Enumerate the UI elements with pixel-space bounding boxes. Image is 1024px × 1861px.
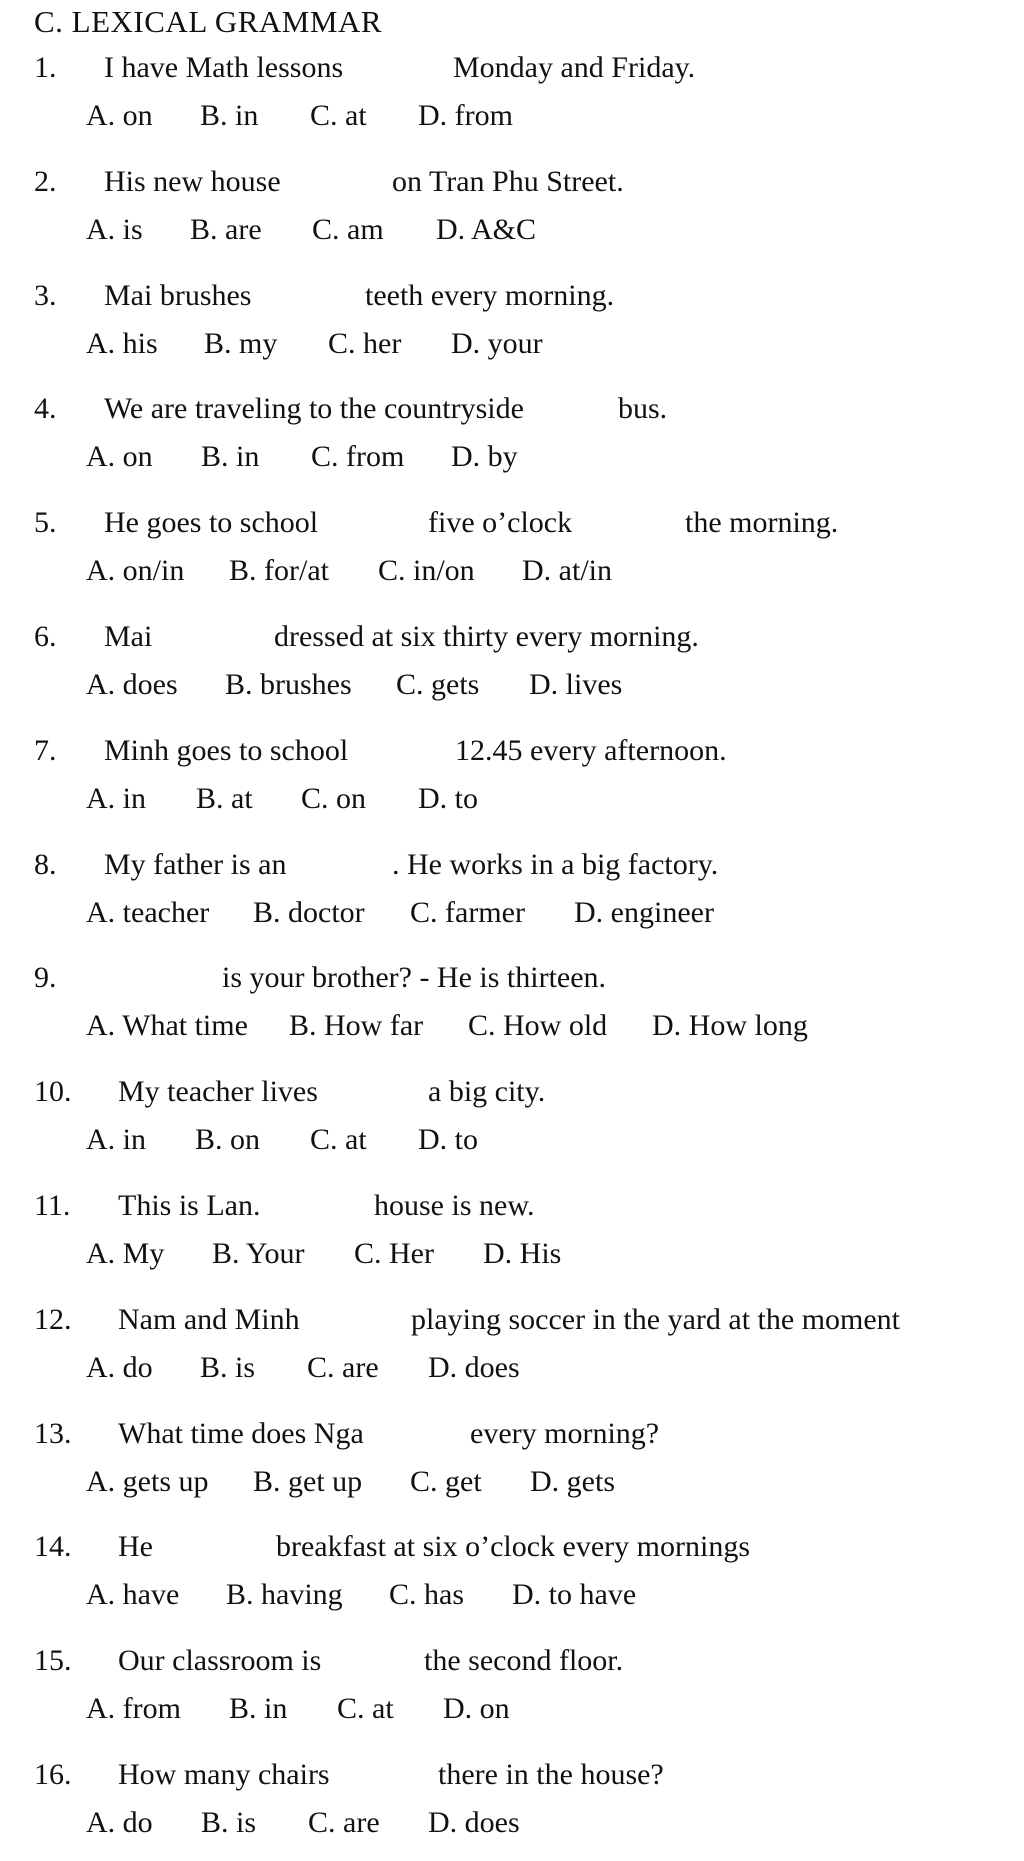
question-text-segment: How many chairs — [118, 1758, 330, 1791]
answer-option[interactable]: C. at — [310, 99, 367, 132]
answer-option[interactable]: D. gets — [530, 1465, 615, 1498]
question-text-segment: five o’clock — [428, 506, 573, 539]
answer-option[interactable]: A. his — [86, 327, 158, 360]
question-text-segment: His new house — [104, 165, 281, 198]
answer-option[interactable]: C. are — [307, 1351, 379, 1384]
answer-option[interactable]: B. my — [204, 327, 278, 360]
question-text-segment: Monday and Friday. — [453, 51, 696, 84]
answer-option[interactable]: D. lives — [529, 668, 623, 701]
question-text-segment: . He works in a big factory. — [392, 848, 719, 881]
question-number: 7. — [34, 734, 57, 767]
question-text-segment: We are traveling to the countryside — [104, 392, 524, 425]
answer-option[interactable]: C. on — [301, 782, 367, 815]
question-number: 14. — [34, 1530, 72, 1563]
question-text-segment: breakfast at six o’clock every mornings — [276, 1530, 751, 1563]
answer-option[interactable]: D. to have — [512, 1578, 637, 1611]
answer-option[interactable]: A. on — [86, 440, 153, 473]
answer-option[interactable]: B. in — [200, 99, 259, 132]
answer-option[interactable]: B. Your — [212, 1237, 305, 1270]
question-number: 2. — [34, 165, 57, 198]
answer-option[interactable]: D. at/in — [522, 554, 612, 587]
answer-option[interactable]: B. at — [196, 782, 253, 815]
question-number: 6. — [34, 620, 57, 653]
question-text-segment: bus. — [618, 392, 668, 425]
question-number: 16. — [34, 1758, 72, 1791]
question-text-segment: every morning? — [470, 1417, 660, 1450]
question-text-segment: This is Lan. — [118, 1189, 261, 1222]
answer-option[interactable]: A. gets up — [86, 1465, 209, 1498]
question-text-segment: I have Math lessons — [104, 51, 344, 84]
answer-option[interactable]: C. gets — [396, 668, 480, 701]
question-text-segment: there in the house? — [438, 1758, 664, 1791]
answer-option[interactable]: D. His — [483, 1237, 562, 1270]
answer-option[interactable]: C. from — [311, 440, 405, 473]
question-number: 8. — [34, 848, 57, 881]
question-text-segment: Nam and Minh — [118, 1303, 300, 1336]
answer-option[interactable]: B. is — [201, 1806, 257, 1839]
answer-option[interactable]: B. doctor — [253, 896, 365, 929]
question-number: 1. — [34, 51, 57, 84]
answer-option[interactable]: C. at — [310, 1123, 367, 1156]
answer-option[interactable]: D. A&C — [436, 213, 537, 246]
answer-option[interactable]: A. What time — [86, 1009, 248, 1042]
question-text-segment: What time does Nga — [118, 1417, 364, 1450]
question-number: 11. — [34, 1189, 71, 1222]
answer-option[interactable]: B. get up — [253, 1465, 363, 1498]
question-text-segment: My father is an — [104, 848, 287, 881]
question-number: 12. — [34, 1303, 72, 1336]
answer-option[interactable]: B. are — [190, 213, 262, 246]
answer-option[interactable]: A. do — [86, 1351, 153, 1384]
answer-option[interactable]: A. My — [86, 1237, 165, 1270]
question-text-segment: He goes to school — [104, 506, 319, 539]
answer-option[interactable]: B. having — [226, 1578, 343, 1611]
question-text-segment: Our classroom is — [118, 1644, 322, 1677]
question-number: 10. — [34, 1075, 72, 1108]
answer-option[interactable]: A. have — [86, 1578, 180, 1611]
question-text-segment: dressed at six thirty every morning. — [274, 620, 699, 653]
answer-option[interactable]: A. teacher — [86, 896, 210, 929]
question-text-segment: teeth every morning. — [365, 279, 615, 312]
question-text-segment: a big city. — [428, 1075, 546, 1108]
question-text-segment: on Tran Phu Street. — [392, 165, 624, 198]
question-text-segment: 12.45 every afternoon. — [455, 734, 727, 767]
answer-option[interactable]: B. on — [195, 1123, 261, 1156]
question-text-segment: He — [118, 1530, 153, 1563]
answer-option[interactable]: C. get — [410, 1465, 482, 1498]
answer-option[interactable]: A. from — [86, 1692, 181, 1725]
question-text-segment: is your brother? - He is thirteen. — [222, 961, 607, 994]
answer-option[interactable]: C. at — [337, 1692, 394, 1725]
question-text-segment: My teacher lives — [118, 1075, 318, 1108]
question-number: 3. — [34, 279, 57, 312]
answer-option[interactable]: C. in/on — [378, 554, 475, 587]
answer-option[interactable]: B. How far — [289, 1009, 424, 1042]
answer-option[interactable]: A. on/in — [86, 554, 185, 587]
answer-option[interactable]: A. in — [86, 1123, 146, 1156]
answer-option[interactable]: C. How old — [468, 1009, 608, 1042]
answer-option[interactable]: D. on — [443, 1692, 510, 1725]
question-number: 5. — [34, 506, 57, 539]
question-text-segment: Mai — [104, 620, 153, 653]
answer-option[interactable]: B. for/at — [229, 554, 329, 587]
answer-option[interactable]: C. are — [308, 1806, 380, 1839]
answer-option[interactable]: C. am — [312, 213, 384, 246]
answer-option[interactable]: C. has — [389, 1578, 464, 1611]
answer-option[interactable]: D. to — [418, 782, 478, 815]
answer-option[interactable]: D. your — [451, 327, 543, 360]
answer-option[interactable]: D. from — [418, 99, 513, 132]
question-text-segment: the morning. — [685, 506, 839, 539]
question-number: 15. — [34, 1644, 72, 1677]
question-number: 9. — [34, 961, 57, 994]
answer-option[interactable]: A. on — [86, 99, 153, 132]
answer-option[interactable]: B. in — [229, 1692, 288, 1725]
answer-option[interactable]: C. her — [328, 327, 402, 360]
question-number: 13. — [34, 1417, 72, 1450]
answer-option[interactable]: B. in — [201, 440, 260, 473]
question-text-segment: playing soccer in the yard at the moment — [411, 1303, 901, 1336]
answer-option[interactable]: A. is — [86, 213, 143, 246]
section-heading: C. LEXICAL GRAMMAR — [34, 4, 383, 39]
question-text-segment: house is new. — [374, 1189, 535, 1222]
answer-option[interactable]: D. does — [428, 1351, 520, 1384]
answer-option[interactable]: B. is — [200, 1351, 256, 1384]
question-text-segment: Mai brushes — [104, 279, 252, 312]
question-text-segment: the second floor. — [424, 1644, 624, 1677]
answer-option[interactable]: C. Her — [354, 1237, 434, 1270]
answer-option[interactable]: D. does — [428, 1806, 520, 1839]
answer-option[interactable]: D. engineer — [574, 896, 714, 929]
answer-option[interactable]: D. by — [451, 440, 518, 473]
answer-option[interactable]: A. do — [86, 1806, 153, 1839]
answer-option[interactable]: A. in — [86, 782, 146, 815]
question-text-segment: Minh goes to school — [104, 734, 349, 767]
answer-option[interactable]: B. brushes — [225, 668, 352, 701]
question-number: 4. — [34, 392, 57, 425]
answer-option[interactable]: C. farmer — [410, 896, 525, 929]
answer-option[interactable]: A. does — [86, 668, 178, 701]
answer-option[interactable]: D. to — [418, 1123, 478, 1156]
answer-option[interactable]: D. How long — [652, 1009, 808, 1042]
